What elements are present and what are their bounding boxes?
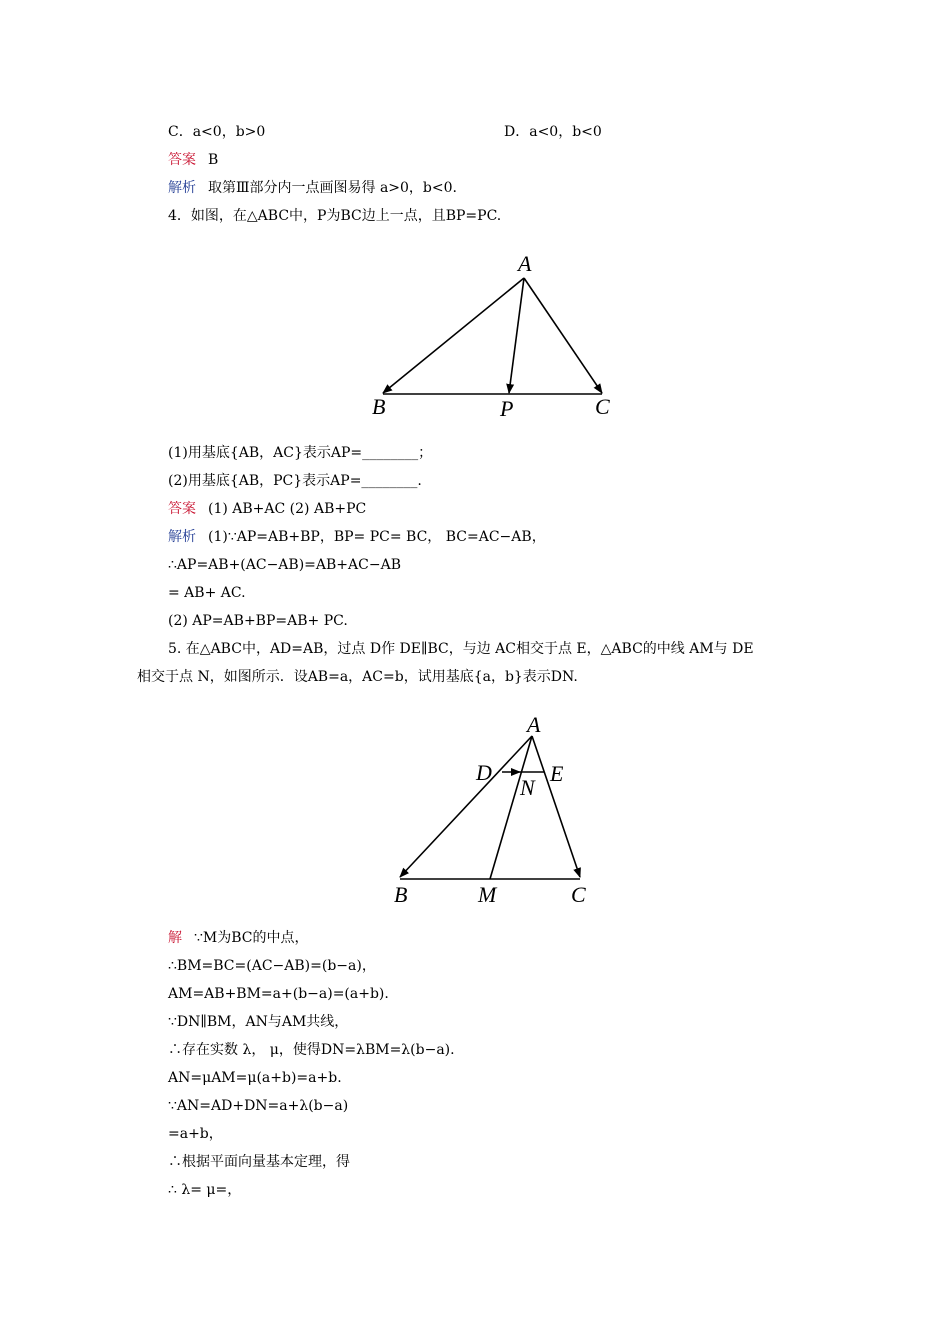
- solution-step: ∵AN=AD+DN=a+λ(b−a): [168, 1098, 349, 1114]
- explain-text: 取第Ⅲ部分内一点画图易得 a>0，b<0.: [208, 180, 457, 196]
- q5-stem-1: 5. 在△ABC中，AD=AB，过点 D作 DE∥BC，与边 AC相交于点 E，△ABC的中线 AM与 DE: [168, 641, 754, 657]
- label-a: A: [518, 251, 532, 276]
- answer-label: 答案: [168, 152, 196, 168]
- label-b: B: [394, 882, 408, 907]
- q4-explain-2: ∴AP=AB+(AC−AB)=AB+AC−AB: [168, 557, 401, 573]
- label-e: E: [550, 761, 564, 786]
- triangle-median-diagram: [372, 696, 612, 920]
- label-c: C: [595, 394, 610, 419]
- solution-step: ∵M为BC的中点，: [194, 930, 309, 946]
- vector-ac: [524, 278, 602, 393]
- q4-figure: [356, 236, 631, 434]
- label-a: A: [527, 712, 541, 737]
- label-b: B: [372, 394, 386, 419]
- solution-step: AM=AB+BM=a+(b−a)=(a+b).: [168, 986, 389, 1002]
- q4-explain-3: = AB+ AC.: [168, 585, 246, 601]
- q4-stem: 4．如图，在△ABC中，P为BC边上一点，且BP=PC.: [168, 208, 502, 224]
- label-d: D: [476, 760, 492, 785]
- vector-ab: [383, 278, 524, 393]
- solution-step: =a+b，: [168, 1126, 223, 1142]
- answer-label: 答案: [168, 501, 196, 517]
- q5-figure: [372, 696, 612, 920]
- answer-text: B: [208, 152, 219, 168]
- q5-solution-first-line: [168, 928, 309, 948]
- q4-explain-4: (2) AP=AB+BP=AB+ PC.: [168, 613, 348, 629]
- solution-step: ∴BM=BC=(AC−AB)=(b−a)，: [168, 958, 376, 974]
- solution-step: ∵DN∥BM，AN与AM共线，: [168, 1014, 349, 1030]
- label-n: N: [520, 775, 535, 800]
- q4-part2: (2)用基底{AB，PC}表示AP=________.: [168, 473, 422, 489]
- solution-step: ∴存在实数 λ， μ，使得DN=λBM=λ(b−a).: [168, 1042, 455, 1058]
- solution-label: 解: [168, 930, 182, 946]
- explain-label: 解析: [168, 180, 196, 196]
- q4-part1: (1)用基底{AB，AC}表示AP=________；: [168, 445, 433, 461]
- vector-ac: [532, 736, 580, 877]
- option-c: C．a<0，b>0: [168, 124, 266, 140]
- explain-text: (1)∵AP=AB+BP，BP= PC= BC， BC=AC−AB，: [208, 529, 546, 545]
- q3-answer-line: [168, 150, 218, 170]
- solution-step: ∴ λ= μ=，: [168, 1182, 242, 1198]
- vector-ab: [400, 736, 532, 877]
- solution-step: AN=μAM=μ(a+b)=a+b.: [168, 1070, 342, 1086]
- q5-stem-2: 相交于点 N，如图所示．设AB=a，AC=b，试用基底{a，b}表示DN.: [137, 669, 578, 685]
- option-d: D．a<0，b<0: [504, 124, 602, 140]
- label-c: C: [571, 882, 586, 907]
- label-p: P: [500, 396, 514, 421]
- triangle-abc-diagram: [356, 236, 631, 434]
- solution-step: ∴根据平面向量基本定理，得: [168, 1154, 350, 1170]
- vector-ap: [509, 278, 524, 393]
- answer-text: (1) AB+AC (2) AB+PC: [208, 501, 367, 517]
- q4-answer-line: [168, 499, 366, 519]
- explain-label: 解析: [168, 529, 196, 545]
- label-m: M: [478, 882, 497, 907]
- q3-explain-line: [168, 178, 457, 198]
- q4-explain-line: [168, 527, 546, 547]
